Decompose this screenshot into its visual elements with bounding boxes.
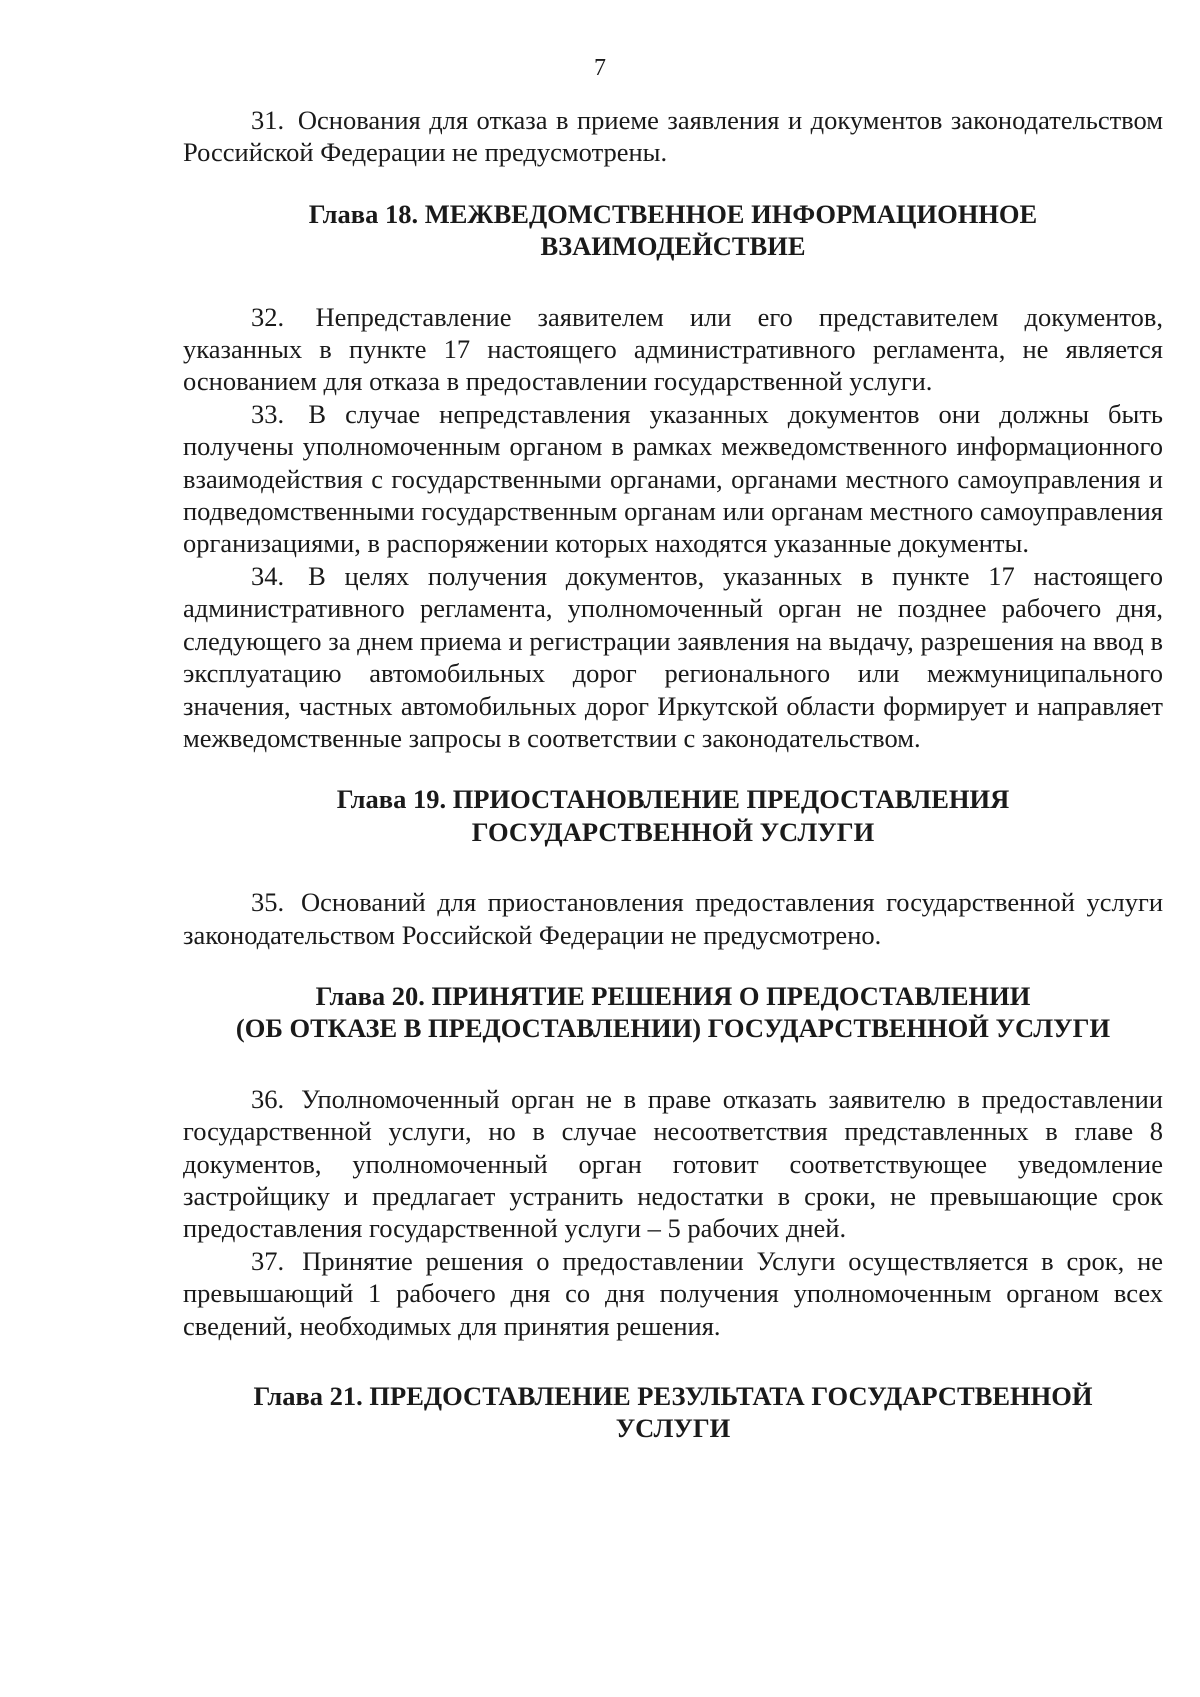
heading-line: (ОБ ОТКАЗЕ В ПРЕДОСТАВЛЕНИИ) ГОСУДАРСТВЕННОЙ УСЛУГИ: [235, 1013, 1111, 1044]
chapter-18-heading: [183, 198, 1163, 263]
paragraph-number: 31.: [251, 105, 285, 135]
paragraph-text: Основания для отказа в приеме заявления и документов законодательством Российской Федерации не предусмотрены.: [183, 105, 1164, 168]
paragraph-text: Принятие решения о предоставлении Услуги осуществляется в срок, не превышающий 1 рабочего дня со дня получения уполномоченным органом всех сведений, необходимых для принятия решения.: [183, 1245, 1164, 1341]
paragraph-36: [183, 1083, 1163, 1245]
document-body: [183, 104, 1163, 1445]
paragraph-number: 34.: [251, 560, 285, 591]
chapter-21-heading: [183, 1380, 1163, 1445]
paragraph-32: [183, 301, 1163, 398]
heading-line: ГОСУДАРСТВЕННОЙ УСЛУГИ: [471, 816, 875, 847]
heading-line: ВЗАИМОДЕЙСТВИЕ: [540, 231, 806, 262]
heading-line: Глава 19. ПРИОСТАНОВЛЕНИЕ ПРЕДОСТАВЛЕНИЯ: [336, 784, 1010, 815]
paragraph-37: [183, 1245, 1163, 1342]
paragraph-number: 33.: [251, 398, 285, 429]
paragraph-34: [183, 560, 1163, 754]
paragraph-33: [183, 398, 1163, 560]
heading-line: Глава 20. ПРИНЯТИЕ РЕШЕНИЯ О ПРЕДОСТАВЛЕНИИ: [315, 980, 1031, 1011]
paragraph-text: В целях получения документов, указанных в пункте 17 настоящего административного регламента, уполномоченный орган не позднее рабочего дня, следующего за днем приема и регистрации заявления на выдачу, разрешения на ввод в эксплуатацию автомобильных дорог регионального или межмуниципального значения, частных автомобильных дорог Иркутской области формирует и направляет межведомственные запросы в соответствии с законодательством.: [183, 560, 1164, 753]
paragraph-text: В случае непредставления указанных документов они должны быть получены уполномоченным органом в рамках межведомственного информационного взаимодействия с государственными органами, органами местного самоуправления и подведомственными государственным органам или органам местного самоуправления организациями, в распоряжении которых находятся указанные документы.: [183, 398, 1164, 559]
paragraph-number: 35.: [251, 887, 285, 918]
heading-line: Глава 21. ПРЕДОСТАВЛЕНИЕ РЕЗУЛЬТАТА ГОСУДАРСТВЕННОЙ: [253, 1381, 1093, 1411]
paragraph-text: Уполномоченный орган не в праве отказать заявителю в предоставлении государственной услуги, но в случае несоответствия представленных в главе 8 документов, уполномоченный орган готовит соответствующее уведомление застройщику и предлагает устранить недостатки в сроки, не превышающие срок предоставления государственной услуги – 5 рабочих дней.: [183, 1083, 1163, 1244]
paragraph-31: [183, 104, 1163, 169]
paragraph-35: [183, 886, 1163, 951]
chapter-19-heading: [183, 783, 1163, 848]
paragraph-text: Оснований для приостановления предоставления государственной услуги законодательством Российской Федерации не предусмотрено.: [183, 887, 1163, 950]
heading-line: Глава 18. МЕЖВЕДОМСТВЕННОЕ ИНФОРМАЦИОННОЕ: [308, 198, 1038, 229]
page-number: 7: [594, 55, 606, 81]
paragraph-text: Непредставление заявителем или его представителем документов, указанных в пункте 17 настоящего административного регламента, не является основанием для отказа в предоставлении государственной услуги.: [183, 301, 1164, 397]
paragraph-number: 32.: [251, 301, 285, 332]
heading-line: УСЛУГИ: [615, 1413, 731, 1444]
paragraph-number: 37.: [251, 1245, 285, 1276]
paragraph-number: 36.: [251, 1083, 285, 1114]
chapter-20-heading: [183, 980, 1163, 1045]
